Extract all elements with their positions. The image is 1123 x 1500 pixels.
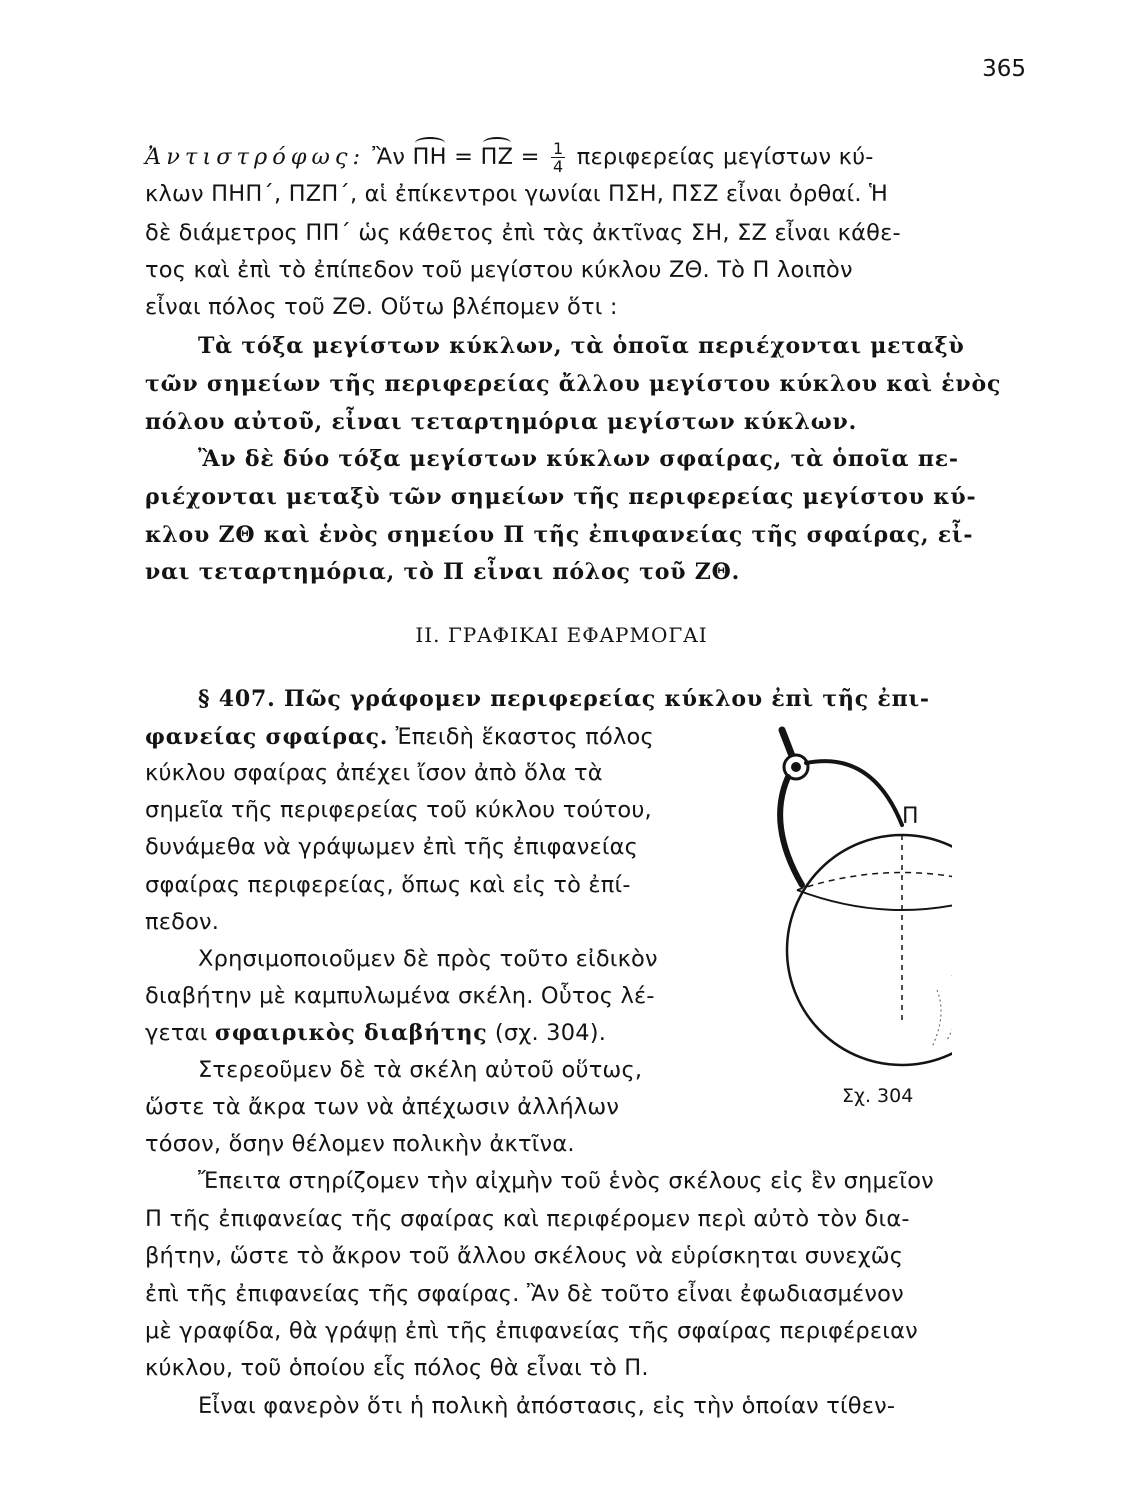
theorem-line: τῶν σημείων τῆς περιφερείας ἄλλου μεγίστου κύκλου καὶ ἑνὸς [145,371,1002,397]
paragraph-line: δυνάμεθα νὰ γράψωμεν ἐπὶ τῆς ἐπιφανείας [145,834,639,860]
paragraph-line: κύκλου σφαίρας ἀπέχει ἴσον ἀπὸ ὅλα τὰ [145,760,603,786]
theorem-line: κλου ΖΘ καὶ ἑνὸς σημείου Π τῆς ἐπιφανείας τῆς σφαίρας, εἶ- [145,522,974,548]
figure-caption: Σχ. 304 [842,1085,914,1107]
small-circle-front [797,890,952,910]
theorem-line: πόλου αὐτοῦ, εἶναι τεταρτημόρια μεγίστων κύκλων. [145,409,858,435]
paragraph-line: Χρησιμοποιοῦμεν δὲ πρὸς τοῦτο εἰδικὸν [198,946,658,972]
paragraph-line: Εἶναι φανερὸν ὅτι ἡ πολικὴ ἀπόστασις, εἰς τὴν ὁποίαν τίθεν- [198,1393,896,1419]
text: (σχ. 304). [494,1020,607,1046]
fraction-numerator: 1 [553,139,564,158]
theorem-line: Ἂν δὲ δύο τόξα μεγίστων κύκλων σφαίρας, τὰ ὁποῖα πε- [198,446,959,472]
paragraph-line: μὲ γραφίδα, θὰ γράψῃ ἐπὶ τῆς ἐπιφανείας τῆς σφαίρας περιφέρειαν [145,1318,918,1344]
shading [932,990,941,1047]
sphere-outline [787,835,952,1065]
text: Ἐπειδὴ ἕκαστος πόλος [395,724,654,750]
page-number: 365 [982,56,1026,82]
paragraph-line: τόσον, ὅσην θέλομεν πολικὴν ἀκτῖνα. [145,1131,575,1157]
theorem-line: ριέχονται μεταξὺ τῶν σημείων τῆς περιφερείας μεγίστου κύ- [145,484,977,510]
paragraph-line: Π τῆς ἐπιφανείας τῆς σφαίρας καὶ περιφέρομεν περὶ αὐτὸ τὸν δια- [145,1206,910,1232]
text: περιφερείας μεγίστων κύ- [576,144,874,170]
theorem-line: ναι τεταρτημόρια, τὸ Π εἶναι πόλος τοῦ ΖΘ. [145,559,741,585]
text: γεται [145,1020,208,1046]
lead-word: Ἀντιστρόφως: [145,144,366,170]
paragraph-line: σφαίρας περιφερείας, ὅπως καὶ εἰς τὸ ἐπί- [145,872,631,898]
paragraph-line [145,140,874,175]
section-title: § 407. Πῶς γράφομεν περιφερείας κύκλου ἐπὶ τῆς ἐπι- [198,686,930,712]
theorem-line: Τὰ τόξα μεγίστων κύκλων, τὰ ὁποῖα περιέχονται μεταξὺ [198,333,965,359]
paragraph-line: ἐπὶ τῆς ἐπιφανείας τῆς σφαίρας. Ἂν δὲ τοῦτο εἶναι ἐφωδιασμένον [145,1281,904,1307]
fraction [551,140,565,175]
paragraph-line: Στερεοῦμεν δὲ τὰ σκέλη αὐτοῦ οὕτως, [198,1057,643,1083]
paragraph-line: κλων ΠΗΠ΄, ΠΖΠ΄, αἱ ἐπίκεντροι γωνίαι ΠΣΗ, ΠΣΖ εἶναι ὀρθαί. Ἡ [145,181,889,207]
paragraph-line: δὲ διάμετρος ΠΠ΄ ὡς κάθετος ἐπὶ τὰς ἀκτῖνας ΣΗ, ΣΖ εἶναι κάθε- [145,220,901,246]
paragraph-line: σημεῖα τῆς περιφερείας τοῦ κύκλου τούτου, [145,797,652,823]
arc-ph: ΠΗ [412,144,447,170]
compass-hinge-center [791,762,801,772]
equals: = [454,144,474,170]
paragraph-line: βήτην, ὥστε τὸ ἄκρον τοῦ ἄλλου σκέλους νὰ εὑρίσκηται συνεχῶς [145,1243,904,1269]
sphere-compass-illustration [752,725,952,1075]
paragraph-line: κύκλου, τοῦ ὁποίου εἷς πόλος θὰ εἶναι τὸ Π. [145,1355,649,1381]
shading [947,975,952,1040]
small-circle-back [797,873,952,891]
section-heading: ΙΙ. ΓΡΑΦΙΚΑΙ ΕΦΑΡΜΟΓΑΙ [415,623,708,647]
text: Ἂν [372,144,406,170]
figure-spherical-compass [752,725,952,1079]
paragraph-line [145,726,654,749]
paragraph-line: διαβήτην μὲ καμπυλωμένα σκέλη. Οὗτος λέ- [145,983,655,1009]
paragraph-line: τος καὶ ἐπὶ τὸ ἐπίπεδον τοῦ μεγίστου κύκλου ΖΘ. Τὸ Π λοιπὸν [145,257,853,283]
pole-label: Π [902,804,919,829]
arc-pz: ΠΖ [480,144,514,170]
fraction-denominator: 4 [553,157,564,176]
paragraph-line: πεδον. [145,909,220,935]
section-title-end: φανείας σφαίρας. [145,724,389,750]
equals: = [520,144,540,170]
compass-right-leg [806,761,902,825]
paragraph-line [145,1022,606,1045]
compass-left-leg [780,777,802,885]
paragraph-line: εἶναι πόλος τοῦ ΖΘ. Οὕτω βλέπομεν ὅτι : [145,294,618,320]
paragraph-line: ὥστε τὰ ἄκρα των νὰ ἀπέχωσιν ἀλλήλων [145,1094,620,1120]
term-spherical-compass: σφαιρικὸς διαβήτης [214,1020,488,1046]
paragraph-line: Ἔπειτα στηρίζομεν τὴν αἰχμὴν τοῦ ἑνὸς σκέλους εἰς ἓν σημεῖον [198,1168,934,1194]
